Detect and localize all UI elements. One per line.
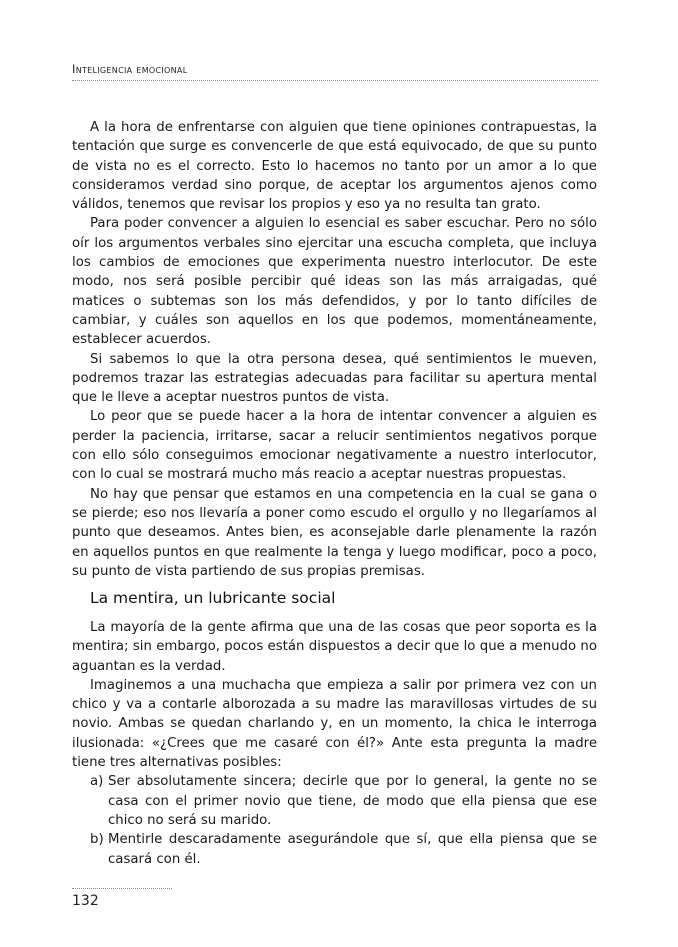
section-1-body — [72, 118, 597, 581]
paragraph: No hay que pensar que estamos en una competencia en la cual se gana o se pierde; eso nos llevaría a poner como escudo el orgullo y no llegaríamos al punto que deseamos. Antes bien, es aconsejable darle plenamente la razón en aquellos puntos en que realmente la tenga y luego modificar, poco a poco, su punto de vista partiendo de sus propias premisas. — [72, 486, 597, 579]
paragraph: Para poder convencer a alguien lo esencial es saber escuchar. Pero no sólo oír los argumentos verbales sino ejercitar una escucha completa, que incluya los cambios de emociones que experimenta nuestro interlocutor. De este modo, nos será posible percibir qué ideas son las más arraigadas, qué matices o subtemas son los más defendidos, y por lo tanto difíciles de cambiar, y cuáles son aquellos en los que podemos, momentáneamente, establecer acuerdos. — [72, 216, 597, 348]
list-item-text: Ser absolutamente sincera; decirle que por lo general, la gente no se casa con el primer novio que tiene, de modo que ella piensa que ese chico no será su marido. — [108, 774, 597, 828]
footer-rule — [72, 888, 172, 889]
header-rule — [72, 80, 598, 81]
list-item-text: Mentirle descaradamente asegurándole que sí, que ella piensa que se casará con él. — [108, 832, 597, 867]
paragraph: Imaginemos a una muchacha que empieza a salir por primera vez con un chico y va a contarle alborozada a su madre las maravillosas virtudes de su novio. Ambas se quedan charlando y, en un momento, la chica le interroga ilusionada: «¿Crees que me casaré con él?» Ante esta pregunta la madre tiene tres alternativas posibles: — [72, 677, 597, 771]
paragraph: A la hora de enfrentarse con alguien que tiene opiniones contrapuestas, la tentación que surge es convencerle de que está equivocado, de que su punto de vista no es el correcto. Esto lo hacemos no tanto por un amor a lo que consideramos verdad sino porque, de aceptar los argumentos ajenos como válidos, tenemos que revisar los propios y eso ya no resulta tan grato. — [72, 120, 597, 213]
section-heading: La mentira, un lubricante social — [90, 589, 336, 607]
list-marker: b) — [90, 832, 104, 848]
page-number: 132 — [72, 893, 99, 909]
list-item — [72, 830, 597, 869]
paragraph: La mayoría de la gente afirma que una de las cosas que peor soporta es la mentira; sin embargo, pocos están dispuestos a decir que lo que a menudo no aguantan es la verdad. — [72, 620, 597, 674]
paragraph: Lo peor que se puede hacer a la hora de intentar convencer a alguien es perder la paciencia, irritarse, sacar a relucir sentimientos negativos porque con ello sólo conseguimos emocionar negativamente a nuestro interlocutor, con lo cual se mostrará mucho más reacio a aceptar nuestras propuestas. — [72, 409, 597, 483]
alternatives-list — [72, 772, 597, 868]
list-marker: a) — [90, 774, 104, 790]
list-item — [72, 772, 597, 830]
section-2-body — [72, 618, 597, 869]
paragraph: Si sabemos lo que la otra persona desea, qué sentimientos le mueven, podremos trazar las estrategias adecuadas para facilitar su apertura mental que le lleve a aceptar nuestros puntos de vista. — [72, 351, 597, 406]
running-title: Inteligencia emocional — [72, 62, 188, 76]
